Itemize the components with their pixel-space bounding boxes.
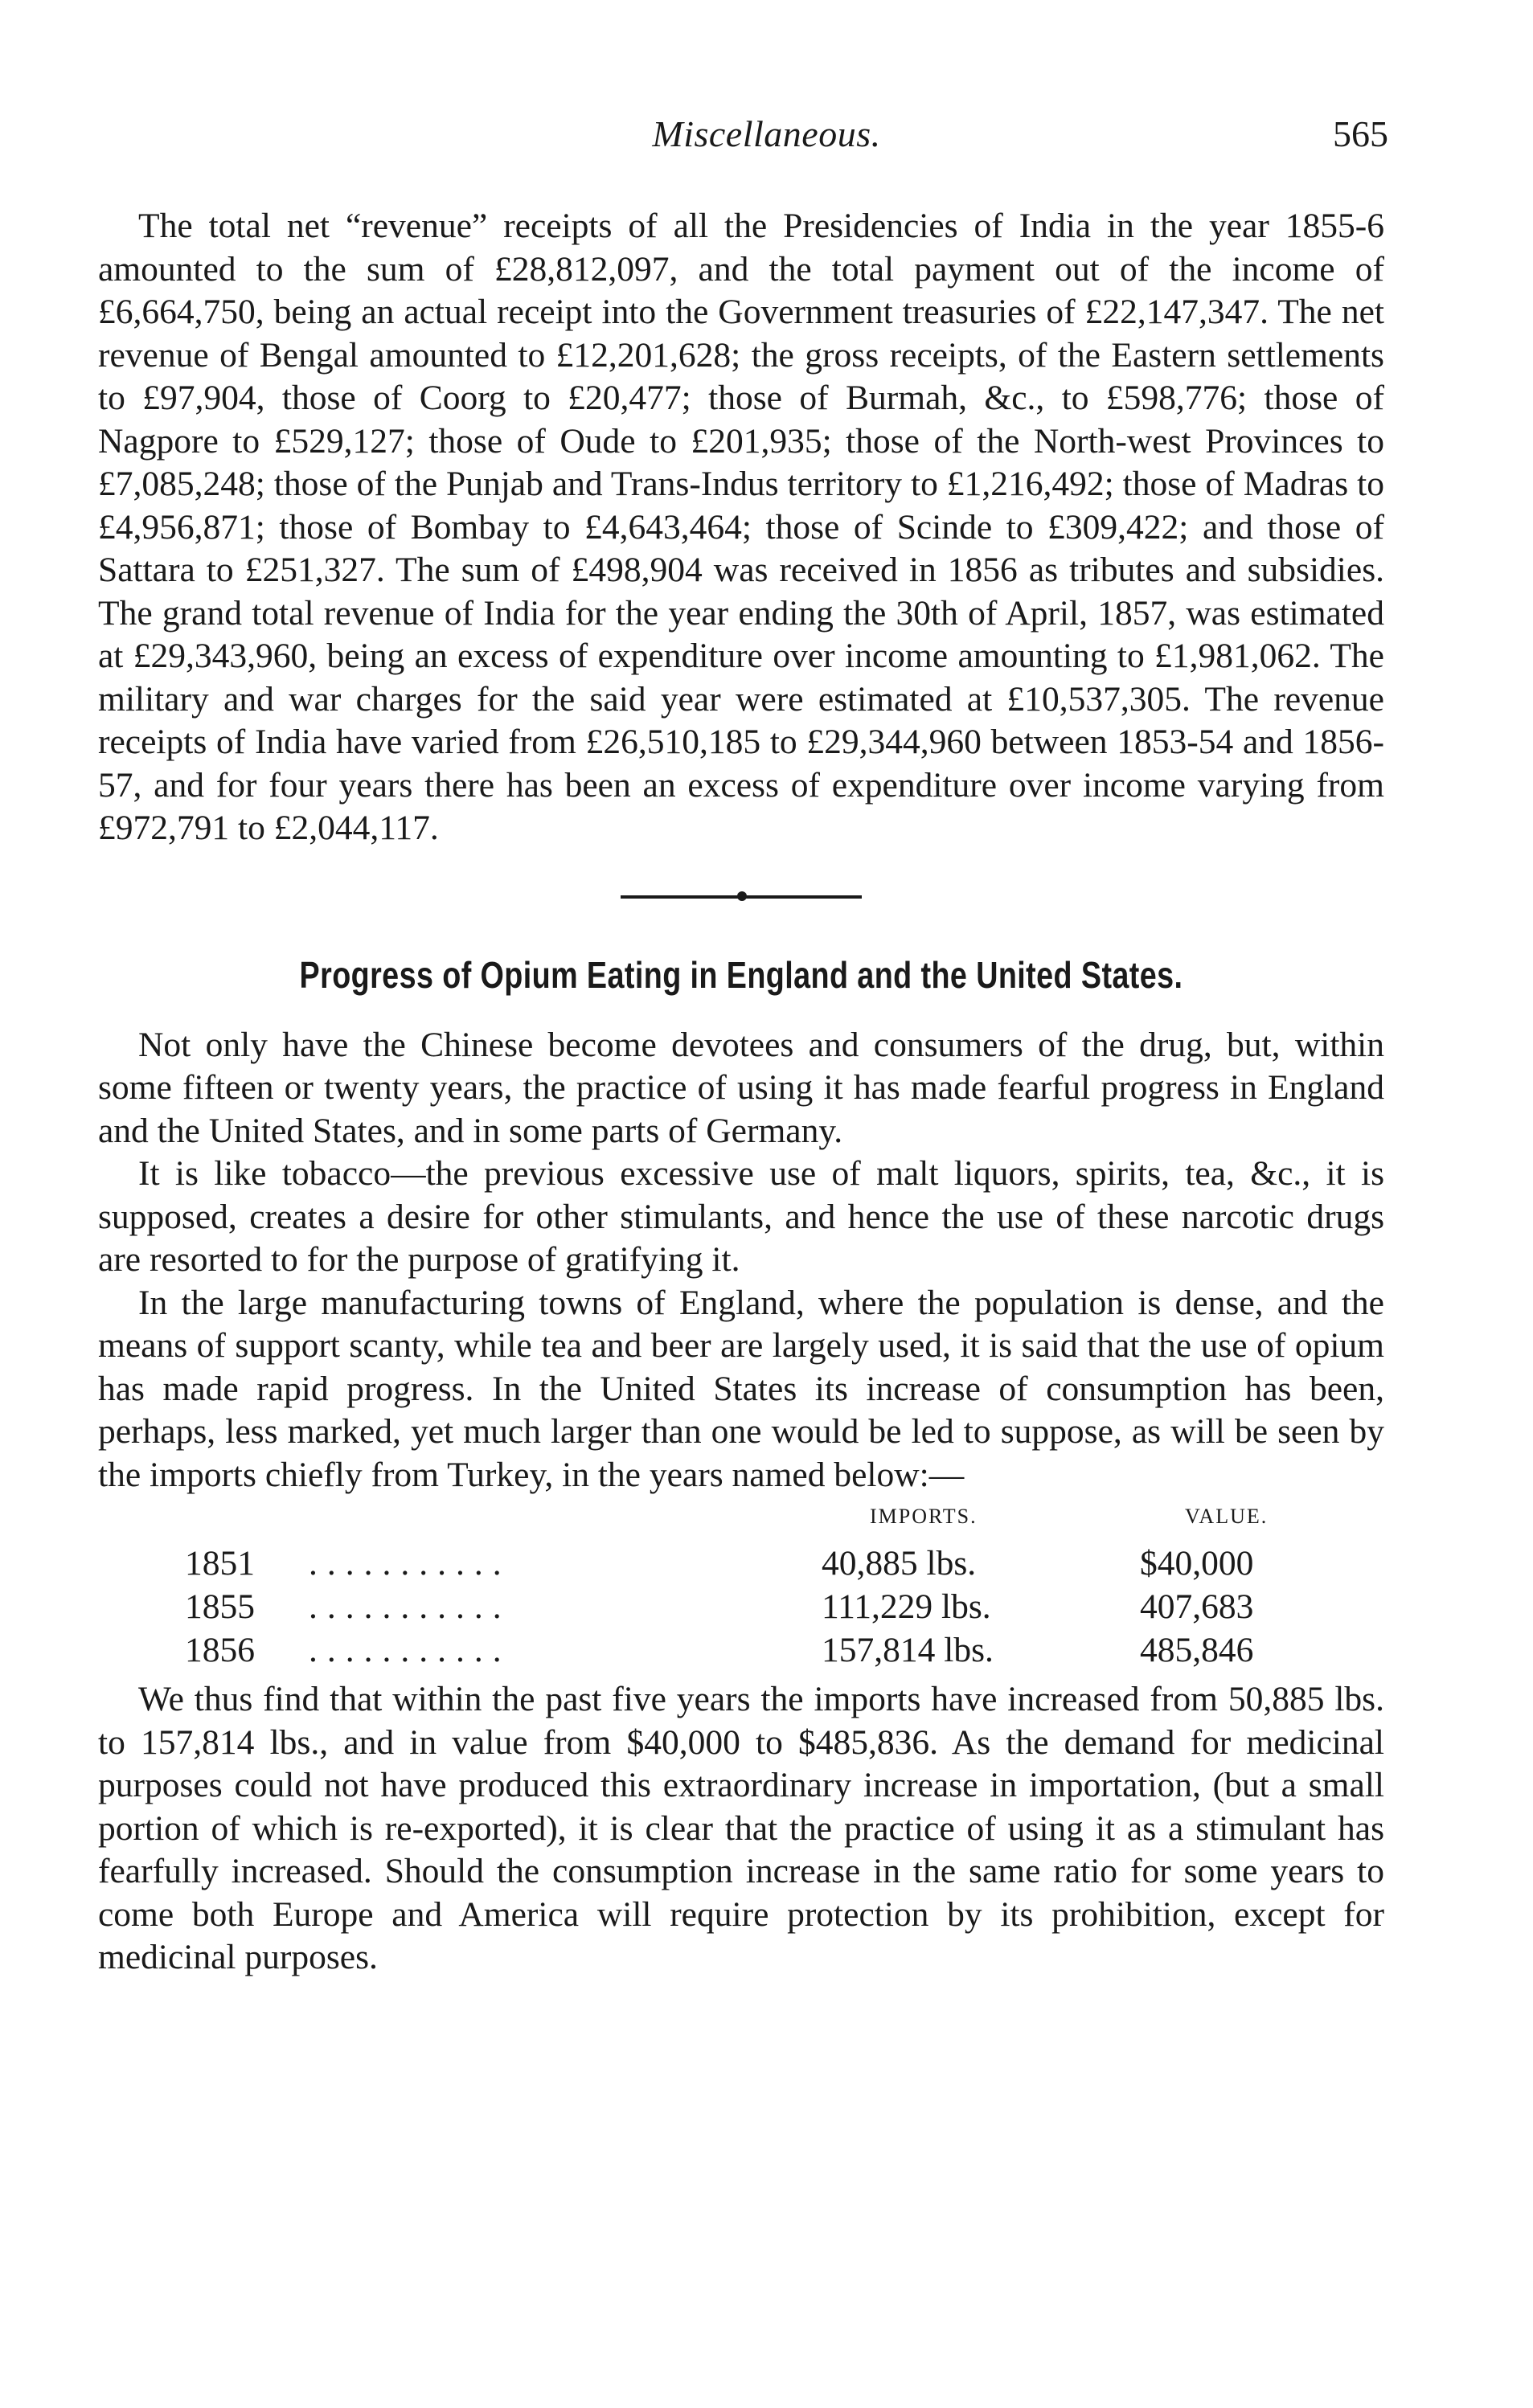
page-number: 565 xyxy=(1333,113,1388,154)
row-value: 407,683 xyxy=(1140,1587,1254,1626)
table-row xyxy=(98,1543,1384,1587)
table-row xyxy=(98,1587,1384,1630)
row-imports: 111,229 lbs. xyxy=(822,1587,991,1626)
opium-paragraph-1: Not only have the Chinese become devotees and consumers of the drug, but, within some fifteen or twenty years, the practice of using it has made fearful progress in England and the United States, and in some parts of Germany. xyxy=(98,1025,1384,1150)
opium-paragraph-4: We thus find that within the past five years the imports have increased from 50,885 lbs. to 157,814 lbs., and in value from $40,000 to $485,836. As the demand for medicinal purposes could not have produced this extraordinary increase in importation, (but a small portion of which is re-exported), it is clear that the practice of using it as a stimulant has fearfully increased. Should the consumption increase in the same ratio for some years to come both Europe and America will require protection by its prohibition, except for medicinal purposes. xyxy=(98,1680,1384,1976)
running-title: Miscellaneous. xyxy=(652,113,881,154)
row-year: 1856 xyxy=(185,1631,255,1669)
table-header xyxy=(98,1505,1384,1543)
opium-paragraph-3: In the large manufacturing towns of England, where the population is dense, and the means of support scanty, while tea and beer are largely used, it is said that the use of opium has made rapid progress. In the United States its increase of consumption has been, perhaps, less marked, yet much larger than one would be led to suppose, as will be seen by the imports chiefly from Turkey, in the years named below:— xyxy=(98,1283,1384,1494)
revenue-paragraph: The total net “revenue” receipts of all the Presidencies of India in the year 1855-6 amounted to the sum of £28,812,097, and the total payment out of the income of £6,664,750, being an actual receipt into the Government treasuries of £22,147,347. The net revenue of Bengal amounted to £12,201,628; the gross receipts, of the Eastern settlements to £97,904, those of Coorg to £20,477; those of Burmah, &c., to £598,776; those of Nagpore to £529,127; those of Oude to £201,935; those of the North-west Provinces to £7,085,248; those of the Punjab and Trans-Indus territory to £1,216,492; those of Madras to £4,956,871; those of Bombay to £4,643,464; those of Scinde to £309,422; and those of Sattara to £251,327. The sum of £498,904 was received in 1856 as tributes and subsidies. The grand total revenue of India for the year ending the 30th of April, 1857, was estimated at £29,343,960, being an excess of expenditure over income amounting to £1,981,062. The military and war charges for the said year were estimated at £10,537,305. The revenue receipts of India have varied from £26,510,185 to £29,344,960 between 1853-54 and 1856-57, and for four years there has been an excess of expenditure over income varying from £972,791 to £2,044,117. xyxy=(98,207,1384,847)
page-body xyxy=(98,205,1384,1980)
row-value: 485,846 xyxy=(1140,1631,1254,1669)
row-year: 1855 xyxy=(185,1587,255,1626)
row-value: $40,000 xyxy=(1140,1544,1254,1583)
section-heading: Progress of Opium Eating in England and the United States. xyxy=(299,953,1183,996)
table-row xyxy=(98,1630,1384,1673)
value-column-header: VALUE. xyxy=(1185,1505,1269,1528)
row-imports: 40,885 lbs. xyxy=(822,1544,977,1583)
row-year: 1851 xyxy=(185,1544,255,1583)
row-leader-dots: ........... xyxy=(309,1544,511,1583)
page-header xyxy=(0,113,1533,169)
section-divider xyxy=(621,895,862,899)
imports-table xyxy=(98,1505,1384,1673)
opium-paragraph-2: It is like tobacco—the previous excessive use of malt liquors, spirits, tea, &c., it is supposed, creates a desire for other stimulants, and hence the use of these narcotic drugs are resorted to for the purpose of gratifying it. xyxy=(98,1154,1384,1279)
row-leader-dots: ........... xyxy=(309,1587,511,1626)
row-imports: 157,814 lbs. xyxy=(822,1631,994,1669)
imports-column-header: IMPORTS. xyxy=(870,1505,978,1528)
row-leader-dots: ........... xyxy=(309,1631,511,1669)
